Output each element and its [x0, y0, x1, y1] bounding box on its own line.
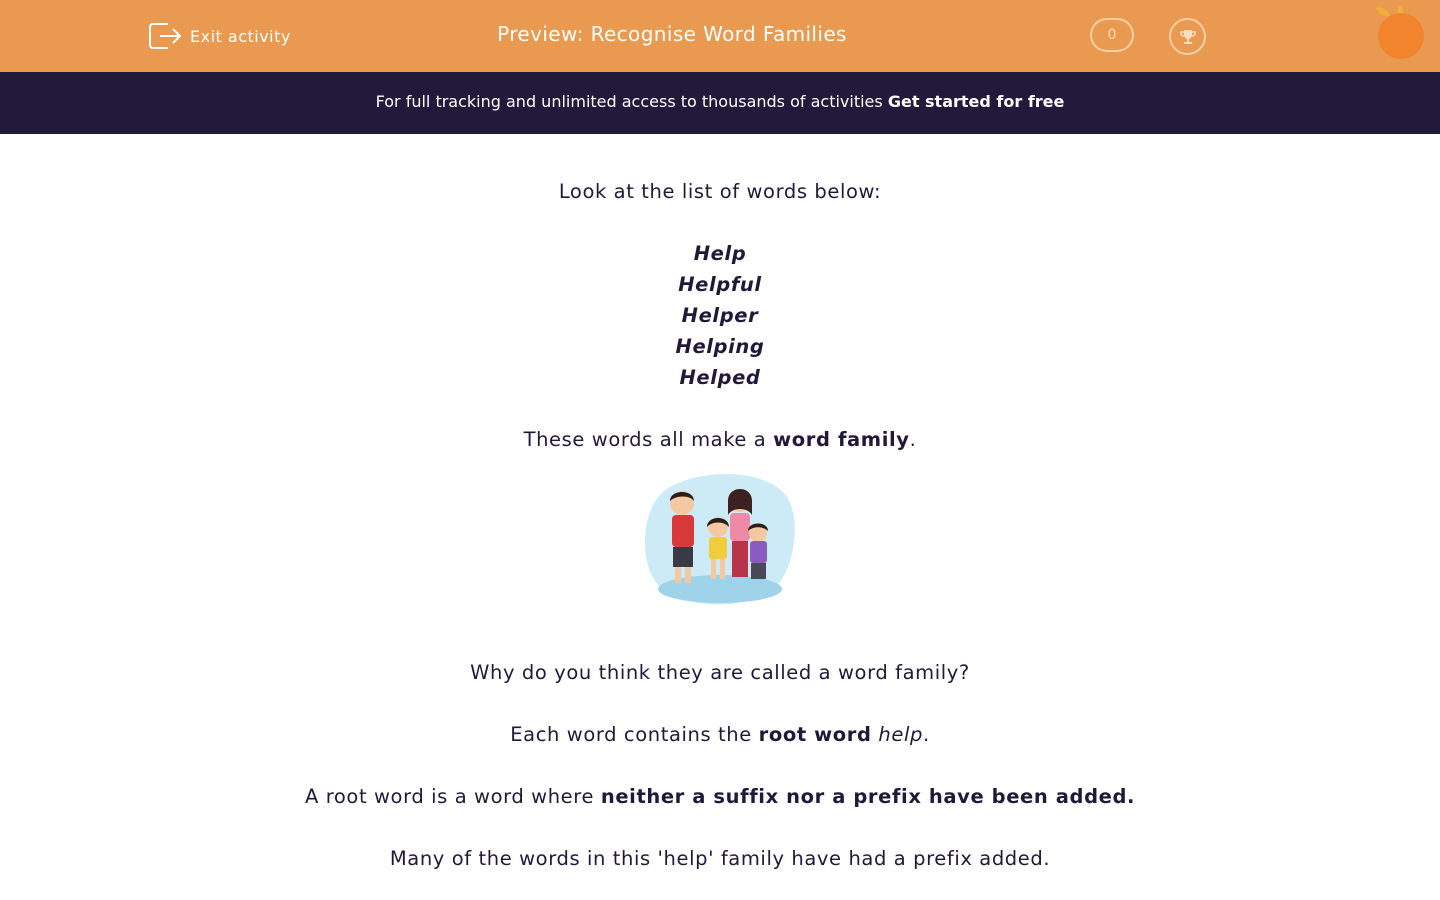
prefix-note: Many of the words in this 'help' family have had a prefix added.: [389, 847, 1051, 870]
question-text: Why do you think they are called a word family?: [470, 661, 970, 684]
top-bar: [0, 0, 1440, 72]
activity-content: [0, 176, 1440, 874]
get-started-link[interactable]: Get started for free: [887, 92, 1065, 111]
banner-text: For full tracking and unlimited access to thousands of activities: [375, 92, 888, 111]
family-illustration: [0, 471, 1440, 657]
root-word-definition: A root word is a word where neither a suffix nor a prefix have been added.: [304, 785, 1136, 808]
word-item: Helping: [675, 335, 765, 358]
family-sentence: These words all make a word family.: [523, 428, 917, 451]
exit-activity-label: Exit activity: [190, 26, 291, 46]
root-word-sentence: Each word contains the root word help.: [510, 723, 930, 746]
exit-icon: [148, 21, 182, 51]
orange-logo-icon: [1372, 4, 1428, 62]
trophy-button[interactable]: [1169, 18, 1206, 55]
page-title: Preview: Recognise Word Families: [497, 22, 847, 46]
word-item: Help: [693, 242, 747, 265]
signup-banner: [0, 72, 1440, 134]
intro-text: Look at the list of words below:: [558, 180, 882, 203]
word-item: Helpful: [678, 273, 762, 296]
family-image: [644, 471, 796, 607]
trophy-icon: [1178, 27, 1198, 47]
exit-activity-button[interactable]: [148, 20, 291, 52]
score-badge: 0: [1090, 18, 1134, 52]
word-item: Helped: [679, 366, 761, 389]
word-item: Helper: [681, 304, 759, 327]
